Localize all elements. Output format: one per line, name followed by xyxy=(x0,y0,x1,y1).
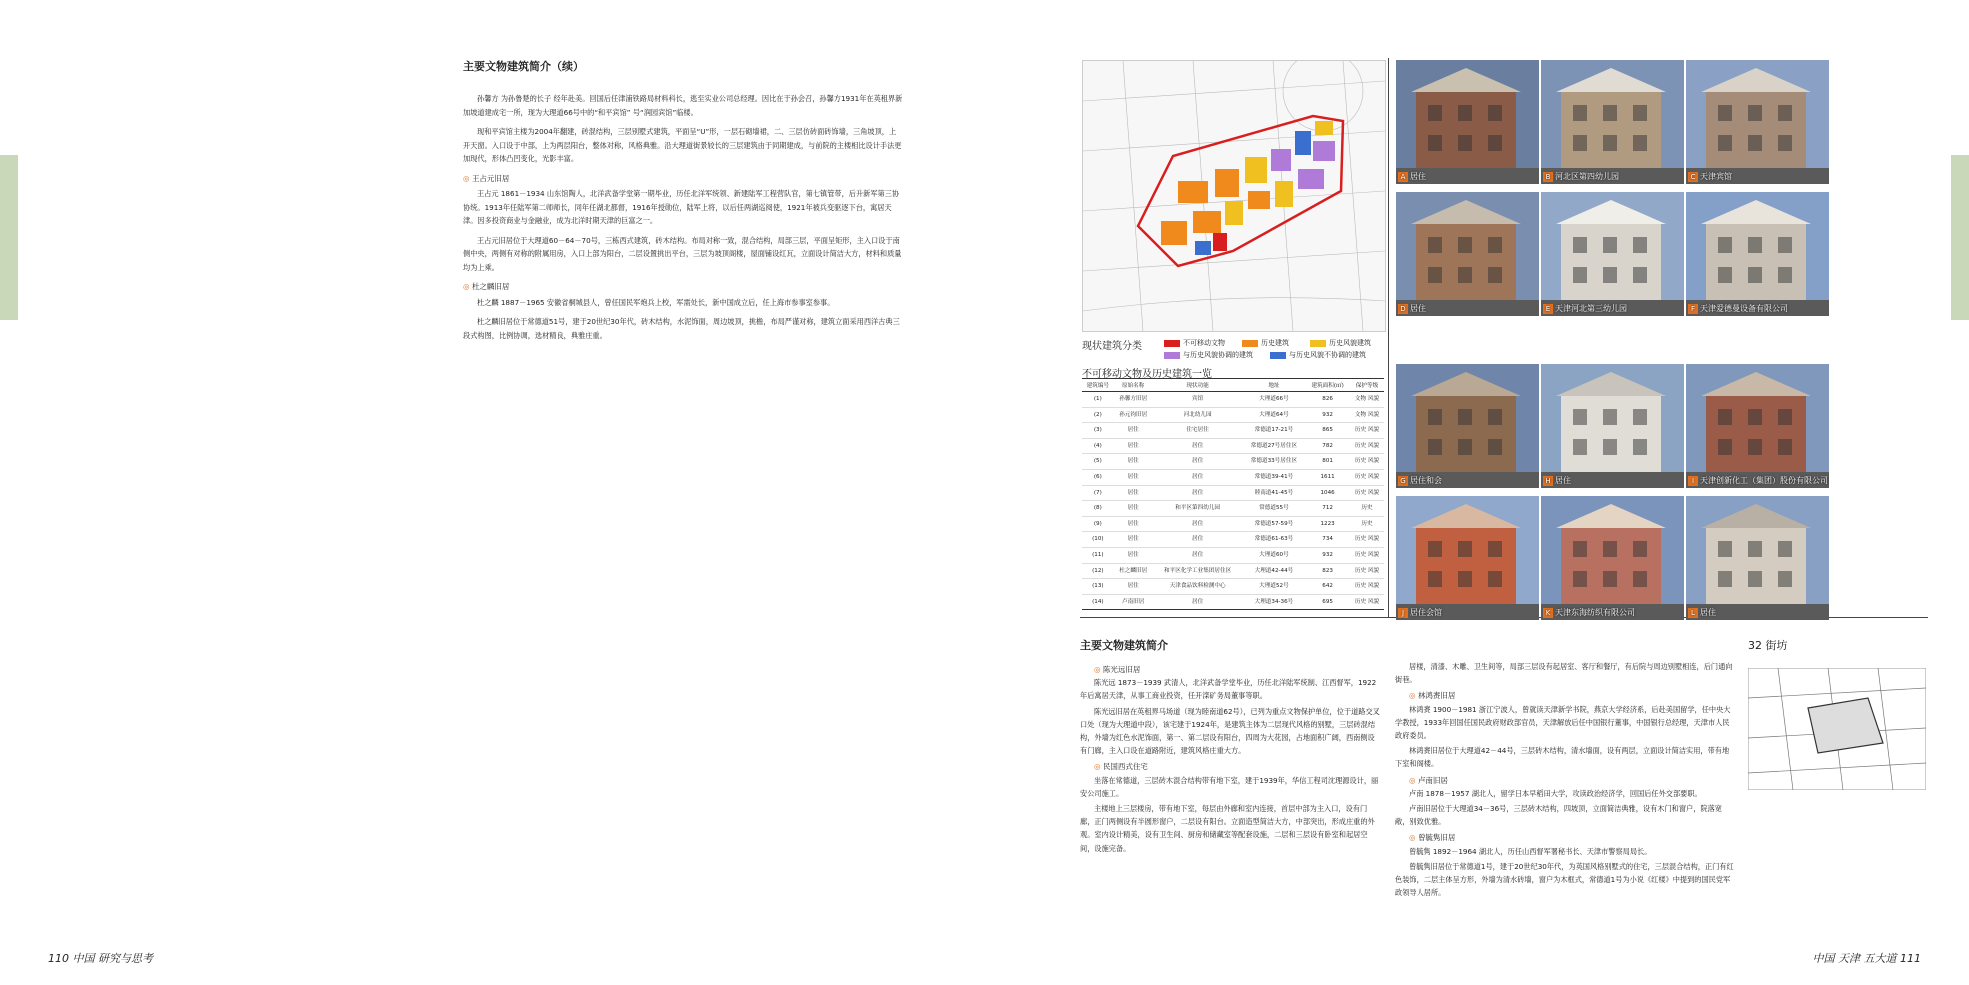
photo-caption xyxy=(1398,607,1442,618)
column-divider xyxy=(1388,58,1389,618)
table-cell: 居住 xyxy=(1153,516,1243,532)
photo-caption xyxy=(1398,171,1426,182)
table-cell: 常德道17-21号 xyxy=(1243,423,1306,439)
photo-caption-text: 河北区第四幼儿园 xyxy=(1555,172,1619,181)
building-photo xyxy=(1686,60,1829,184)
table-row xyxy=(1082,423,1384,439)
table-header-cell: 建筑面积(㎡) xyxy=(1305,379,1350,392)
building-photo xyxy=(1541,192,1684,316)
legend-label: 与历史风貌协调的建筑 xyxy=(1183,351,1253,359)
table-cell: 801 xyxy=(1305,454,1350,470)
block-label: 32 街坊 xyxy=(1748,639,1788,652)
table-cell: 河北幼儿园 xyxy=(1153,407,1243,423)
building-photo xyxy=(1686,364,1829,488)
block-location-map xyxy=(1748,668,1926,790)
photo-caption-text: 居住 xyxy=(1410,172,1426,181)
section-heading: ◎ 曾毓隽旧居 xyxy=(1395,831,1735,844)
section-paragraph: 杜之麟 1887－1965 安徽省桐城县人，曾任国民军炮兵上校，军需处长，新中国成立后，任上海市参事室参事。 xyxy=(477,297,835,307)
photo-caption xyxy=(1688,171,1732,182)
photo-key: A xyxy=(1398,172,1408,182)
table-cell: 居住 xyxy=(1114,501,1153,517)
photo-caption-text: 居住 xyxy=(1700,608,1716,617)
legend-label: 历史风貌建筑 xyxy=(1329,339,1371,347)
section-paragraph: 曾毓隽旧居位于常德道1号，建于20世纪30年代，为英国风格别墅式的住宅，三层混合结构，正门有红色装饰，二层主体呈方形，外墙为清水砖墙，窗户为木框式，常德道1号为小说《红楼》中提到的国民党军政领导人居所。 xyxy=(1395,861,1734,898)
legend-swatch xyxy=(1242,340,1258,347)
building-photo xyxy=(1396,60,1539,184)
right-column-1 xyxy=(1080,660,1380,857)
building-photo xyxy=(1686,192,1829,316)
table-cell: 常德道55号 xyxy=(1243,501,1306,517)
intro-paragraph: 现和平宾馆主楼为2004年翻建，砖混结构，三层别墅式建筑，平面呈“U”形，一层石砌墙裙，二、三层仿砖面砖饰墙，三角坡顶，上开天窗。入口设于中部，上为两层阳台，整体对称，风格典雅。沿大理道街景较长的三层建筑由于同期建成，与前院的主楼相比设计手法更加现代，形体凸凹变化，光影丰富。 xyxy=(463,127,902,163)
table-cell: 历史 风貌 xyxy=(1350,547,1384,563)
table-cell: 孙元钧旧居 xyxy=(1114,407,1153,423)
table-row xyxy=(1082,469,1384,485)
section-paragraph: 王占元 1861－1934 山东馆陶人，北洋武备学堂第一期毕业，历任北洋军统领、新建陆军工程营队官，第七镇管带，后升新军第三协协统。1913年任陆军第二师师长，同年任湖北都督，1916年授勋位，陆军上将，以后任两湖巡阅使，1921年被兵变驱逐下台，寓居天津。因多投资商业与金融业，成为北洋时期天津的巨富之一。 xyxy=(463,189,900,225)
photo-key: C xyxy=(1688,172,1698,182)
table-cell: (8) xyxy=(1082,501,1114,517)
table-cell: 居住 xyxy=(1153,438,1243,454)
left-page-title: 主要文物建筑简介（续） xyxy=(463,60,584,73)
left-page-footer: 110 中国 研究与思考 xyxy=(48,952,153,965)
section-heading: ◎ 陈光远旧居 xyxy=(1080,663,1380,676)
table-cell: 历史 风貌 xyxy=(1350,454,1384,470)
table-cell: (9) xyxy=(1082,516,1114,532)
table-cell: 历史 风貌 xyxy=(1350,594,1384,610)
section-paragraph: 陈光远旧居在英租界马场道（现为睦南道62号），已列为重点文物保护单位，位于道路交叉口处（现为大理道中段），该宅建于1924年，是建筑主体为二层现代风格的别墅，三层砖混结构，外墙为红色水泥饰面，第一、第二层设有阳台，四周为大花园，占地面积广阔，西南侧设有门廊，主入口设在道路附近，建筑风格庄重大方。 xyxy=(1080,706,1380,756)
table-row xyxy=(1082,454,1384,470)
table-cell: 大理道60号 xyxy=(1243,547,1306,563)
table-header-cell: 原始名称 xyxy=(1114,379,1153,392)
photo-caption xyxy=(1688,303,1788,314)
section-heading: ◎ 王占元旧居 xyxy=(463,172,903,186)
building-photo xyxy=(1396,496,1539,620)
table-cell: 历史 风貌 xyxy=(1350,579,1384,595)
table-cell: 天津食品饮料检测中心 xyxy=(1153,579,1243,595)
photo-caption-text: 居住 xyxy=(1410,304,1426,313)
table-cell: 大理道34-36号 xyxy=(1243,594,1306,610)
table-cell: 823 xyxy=(1305,563,1350,579)
table-cell: (11) xyxy=(1082,547,1114,563)
table-cell: 1611 xyxy=(1305,469,1350,485)
photo-caption-text: 天津创新化工（集团）股份有限公司 xyxy=(1700,476,1828,485)
table-cell: 居住 xyxy=(1153,547,1243,563)
legend-item xyxy=(1164,350,1253,360)
table-cell: (12) xyxy=(1082,563,1114,579)
intro-paragraph: 孙馨方 为孙鲁楚的长子 经年赴美。回国后任津浦铁路局材料科长，逃至实业公司总经理。因比在于孙会召，孙馨方1931年在英租界新加坡道建成宅一所，现为大理道66号中的“和平宾馆” 号“润园宾馆”临楼。 xyxy=(463,94,903,117)
table-row xyxy=(1082,485,1384,501)
table-cell: 常德道33号居住区 xyxy=(1243,454,1306,470)
table-cell: 居住 xyxy=(1153,485,1243,501)
photo-caption xyxy=(1398,303,1426,314)
table-cell: 常德道27号居住区 xyxy=(1243,438,1306,454)
table-cell: 932 xyxy=(1305,407,1350,423)
table-cell: (6) xyxy=(1082,469,1114,485)
table-cell: 居住 xyxy=(1114,423,1153,439)
table-cell: 历史 风貌 xyxy=(1350,423,1384,439)
building-photo xyxy=(1541,60,1684,184)
table-cell: 居住 xyxy=(1114,454,1153,470)
building-photo xyxy=(1396,192,1539,316)
table-cell: 历史 xyxy=(1350,516,1384,532)
table-cell: 和平区第四幼儿园 xyxy=(1153,501,1243,517)
table-row xyxy=(1082,579,1384,595)
photo-caption xyxy=(1543,171,1619,182)
section-paragraph: 主楼地上三层楼房，带有地下室，每层由外廊和室内连接，首层中部为主入口，设有门廊，正门两侧设有半圆形窗户，二层设有阳台。立面造型简洁大方，中部突出，形成庄重的外观。室内设计精美，设有卫生间、厨房和储藏室等配套设施，二层和三层设有卧室和起居空间，设施完备。 xyxy=(1080,804,1375,853)
table-cell: 睦南道41-45号 xyxy=(1243,485,1306,501)
photo-key: D xyxy=(1398,304,1408,314)
photo-caption-text: 居住和会 xyxy=(1410,476,1442,485)
table-cell: 712 xyxy=(1305,501,1350,517)
table-cell: 居住 xyxy=(1114,469,1153,485)
table-cell: 大理道66号 xyxy=(1243,392,1306,408)
photo-caption xyxy=(1398,475,1442,486)
left-side-tab xyxy=(0,155,18,320)
photo-caption xyxy=(1543,607,1635,618)
photo-caption-text: 天津宾馆 xyxy=(1700,172,1732,181)
table-cell: (4) xyxy=(1082,438,1114,454)
section-heading: ◎ 民国西式住宅 xyxy=(1080,760,1380,773)
building-photo xyxy=(1396,364,1539,488)
table-cell: 杜之麟旧居 xyxy=(1114,563,1153,579)
table-cell: (7) xyxy=(1082,485,1114,501)
table-cell: 文物 风貌 xyxy=(1350,407,1384,423)
left-page-body xyxy=(463,92,903,348)
table-cell: 常德道57-59号 xyxy=(1243,516,1306,532)
section-paragraph: 坐落在常德道，三层砖木混合结构带有地下室，建于1939年，华信工程司沈理源设计，丽安公司施工。 xyxy=(1080,775,1379,798)
site-plan-map xyxy=(1082,60,1386,332)
table-cell: (14) xyxy=(1082,594,1114,610)
table-cell: 1046 xyxy=(1305,485,1350,501)
legend-item xyxy=(1310,338,1371,348)
legend-label: 不可移动文物 xyxy=(1183,339,1225,347)
table-cell: 历史 风貌 xyxy=(1350,438,1384,454)
photo-caption xyxy=(1688,475,1828,486)
table-cell: 居住 xyxy=(1153,469,1243,485)
legend-title: 现状建筑分类 xyxy=(1082,341,1142,352)
table-cell: 居住 xyxy=(1153,594,1243,610)
table-cell: 642 xyxy=(1305,579,1350,595)
table-cell: (3) xyxy=(1082,423,1114,439)
photo-caption-text: 天津河北第三幼儿园 xyxy=(1555,304,1627,313)
table-cell: 历史 风貌 xyxy=(1350,563,1384,579)
table-cell: 历史 风貌 xyxy=(1350,469,1384,485)
table-cell: 历史 风貌 xyxy=(1350,532,1384,548)
table-cell: 932 xyxy=(1305,547,1350,563)
table-row xyxy=(1082,501,1384,517)
table-row xyxy=(1082,594,1384,610)
map-legend xyxy=(1082,337,1384,365)
table-header-cell: 建筑编号 xyxy=(1082,379,1114,392)
table-cell: 和平区化学工业集团居住区 xyxy=(1153,563,1243,579)
table-cell: 居住 xyxy=(1114,438,1153,454)
legend-swatch xyxy=(1164,352,1180,359)
building-photo xyxy=(1541,496,1684,620)
table-row xyxy=(1082,438,1384,454)
legend-swatch xyxy=(1164,340,1180,347)
section-paragraph: 居楼，清漆、木雕、卫生间等，局部三层设有起居室、客厅和餐厅，有后院与周边别墅相连，后门通向街巷。 xyxy=(1395,662,1733,685)
legend-swatch xyxy=(1310,340,1326,347)
table-cell: 常德道39-41号 xyxy=(1243,469,1306,485)
section-paragraph: 曾毓隽 1892－1964 湖北人，历任山西督军署秘书长、天津市警察局局长。 xyxy=(1409,846,1652,856)
table-cell: 695 xyxy=(1305,594,1350,610)
table-row xyxy=(1082,392,1384,408)
right-page-title: 主要文物建筑简介 xyxy=(1080,639,1168,652)
table-cell: (1) xyxy=(1082,392,1114,408)
section-paragraph: 王占元旧居位于大理道60－64－70号，三栋西式建筑，砖木结构。布局对称一致，混合结构，局部三层，平面呈矩形，主入口设于南侧中央，两侧有对称的附属用房，入口上部为阳台，二层设置挑出平台，三层为坡顶阁楼，屋面铺设红瓦，立面设计简洁大方，材料和质量均为上乘。 xyxy=(463,235,902,272)
table-cell: 卢南旧居 xyxy=(1114,594,1153,610)
table-title: 不可移动文物及历史建筑一览 xyxy=(1082,369,1212,380)
photo-key: G xyxy=(1398,476,1408,486)
section-paragraph: 林鸿赉旧居位于大理道42－44号，三层砖木结构，清水墙面，设有两层，立面设计简洁实用，带有地下室和阁楼。 xyxy=(1395,746,1730,769)
section-paragraph: 林鸿赉 1900－1981 浙江宁波人，曾就读天津新学书院，燕京大学经济系，后赴美国留学，任中央大学教授，1933年回国任国民政府财政部官员，天津解放后任中国银行董事，中国银行总经理，天津市人民政府委员。 xyxy=(1395,704,1731,741)
relics-table xyxy=(1082,378,1384,610)
photo-caption-text: 天津东海纺织有限公司 xyxy=(1555,608,1635,617)
photo-caption xyxy=(1543,475,1571,486)
table-cell: 大理道52号 xyxy=(1243,579,1306,595)
photo-key: F xyxy=(1688,304,1698,314)
section-paragraph: 卢南旧居位于大理道34－36号，三层砖木结构，四坡顶，立面简洁典雅，设有木门和窗户，院落宽敞，别致优雅。 xyxy=(1395,804,1722,827)
table-cell: 历史 风貌 xyxy=(1350,485,1384,501)
table-cell: 宾馆 xyxy=(1153,392,1243,408)
table-cell: 1223 xyxy=(1305,516,1350,532)
table-cell: 大理道64号 xyxy=(1243,407,1306,423)
table-cell: 734 xyxy=(1305,532,1350,548)
table-cell: 常德道61-63号 xyxy=(1243,532,1306,548)
photo-key: B xyxy=(1543,172,1553,182)
legend-label: 历史建筑 xyxy=(1261,339,1289,347)
section-paragraph: 杜之麟旧居位于常德道51号，建于20世纪30年代，砖木结构，水泥饰面，周边坡顶，挑檐，布局严谨对称，建筑立面采用西洋古典三段式构图，比例协调，选材精良，典雅庄重。 xyxy=(463,317,900,340)
table-cell: 865 xyxy=(1305,423,1350,439)
table-header-cell: 现状功能 xyxy=(1153,379,1243,392)
right-column-2 xyxy=(1395,660,1735,901)
building-photo xyxy=(1541,364,1684,488)
table-cell: 文物 风貌 xyxy=(1350,392,1384,408)
table-cell: 历史 xyxy=(1350,501,1384,517)
table-cell: 孙馨方旧居 xyxy=(1114,392,1153,408)
right-page-footer: 中国 天津 五大道 111 xyxy=(1812,952,1921,965)
table-cell: 居住 xyxy=(1114,485,1153,501)
right-side-tab xyxy=(1951,155,1969,320)
legend-swatch xyxy=(1270,352,1286,359)
table-row xyxy=(1082,563,1384,579)
table-header-cell: 保护等级 xyxy=(1350,379,1384,392)
section-heading: ◎ 林鸿赉旧居 xyxy=(1395,689,1735,702)
table-cell: 居住 xyxy=(1153,454,1243,470)
photo-key: J xyxy=(1398,608,1408,618)
legend-label: 与历史风貌不协调的建筑 xyxy=(1289,351,1366,359)
table-row xyxy=(1082,407,1384,423)
photo-caption-text: 居住 xyxy=(1555,476,1571,485)
photo-caption xyxy=(1543,303,1627,314)
table-cell: 住宅居住 xyxy=(1153,423,1243,439)
legend-item xyxy=(1164,338,1225,348)
table-cell: 大理道42-44号 xyxy=(1243,563,1306,579)
section-paragraph: 陈光远 1873－1939 武清人，北洋武备学堂毕业，历任北洋陆军统制、江西督军，1922年后寓居天津，从事工商业投资，任开滦矿务局董事等职。 xyxy=(1080,678,1377,701)
table-header-cell: 地址 xyxy=(1243,379,1306,392)
table-cell: (5) xyxy=(1082,454,1114,470)
photo-key: I xyxy=(1688,476,1698,486)
photo-key: K xyxy=(1543,608,1553,618)
photo-key: L xyxy=(1688,608,1698,618)
table-cell: 居住 xyxy=(1114,547,1153,563)
building-photo xyxy=(1686,496,1829,620)
table-row xyxy=(1082,547,1384,563)
table-cell: (2) xyxy=(1082,407,1114,423)
table-row xyxy=(1082,516,1384,532)
photo-key: H xyxy=(1543,476,1553,486)
table-row xyxy=(1082,532,1384,548)
table-cell: 居住 xyxy=(1114,532,1153,548)
photo-key: E xyxy=(1543,304,1553,314)
table-cell: 782 xyxy=(1305,438,1350,454)
photo-caption-text: 居住会馆 xyxy=(1410,608,1442,617)
section-heading: ◎ 杜之麟旧居 xyxy=(463,280,903,294)
legend-item xyxy=(1270,350,1366,360)
section-paragraph: 卢南 1878－1957 湖北人，留学日本早稻田大学，攻读政治经济学，回国后任外交部要职。 xyxy=(1409,788,1702,798)
table-cell: 居住 xyxy=(1114,579,1153,595)
legend-item xyxy=(1242,338,1289,348)
table-cell: (13) xyxy=(1082,579,1114,595)
table-cell: (10) xyxy=(1082,532,1114,548)
table-cell: 居住 xyxy=(1114,516,1153,532)
table-header-row xyxy=(1082,379,1384,392)
photo-caption xyxy=(1688,607,1716,618)
table-cell: 居住 xyxy=(1153,532,1243,548)
table-cell: 826 xyxy=(1305,392,1350,408)
section-heading: ◎ 卢南旧居 xyxy=(1395,774,1735,787)
photo-caption-text: 天津爱德曼设备有限公司 xyxy=(1700,304,1788,313)
